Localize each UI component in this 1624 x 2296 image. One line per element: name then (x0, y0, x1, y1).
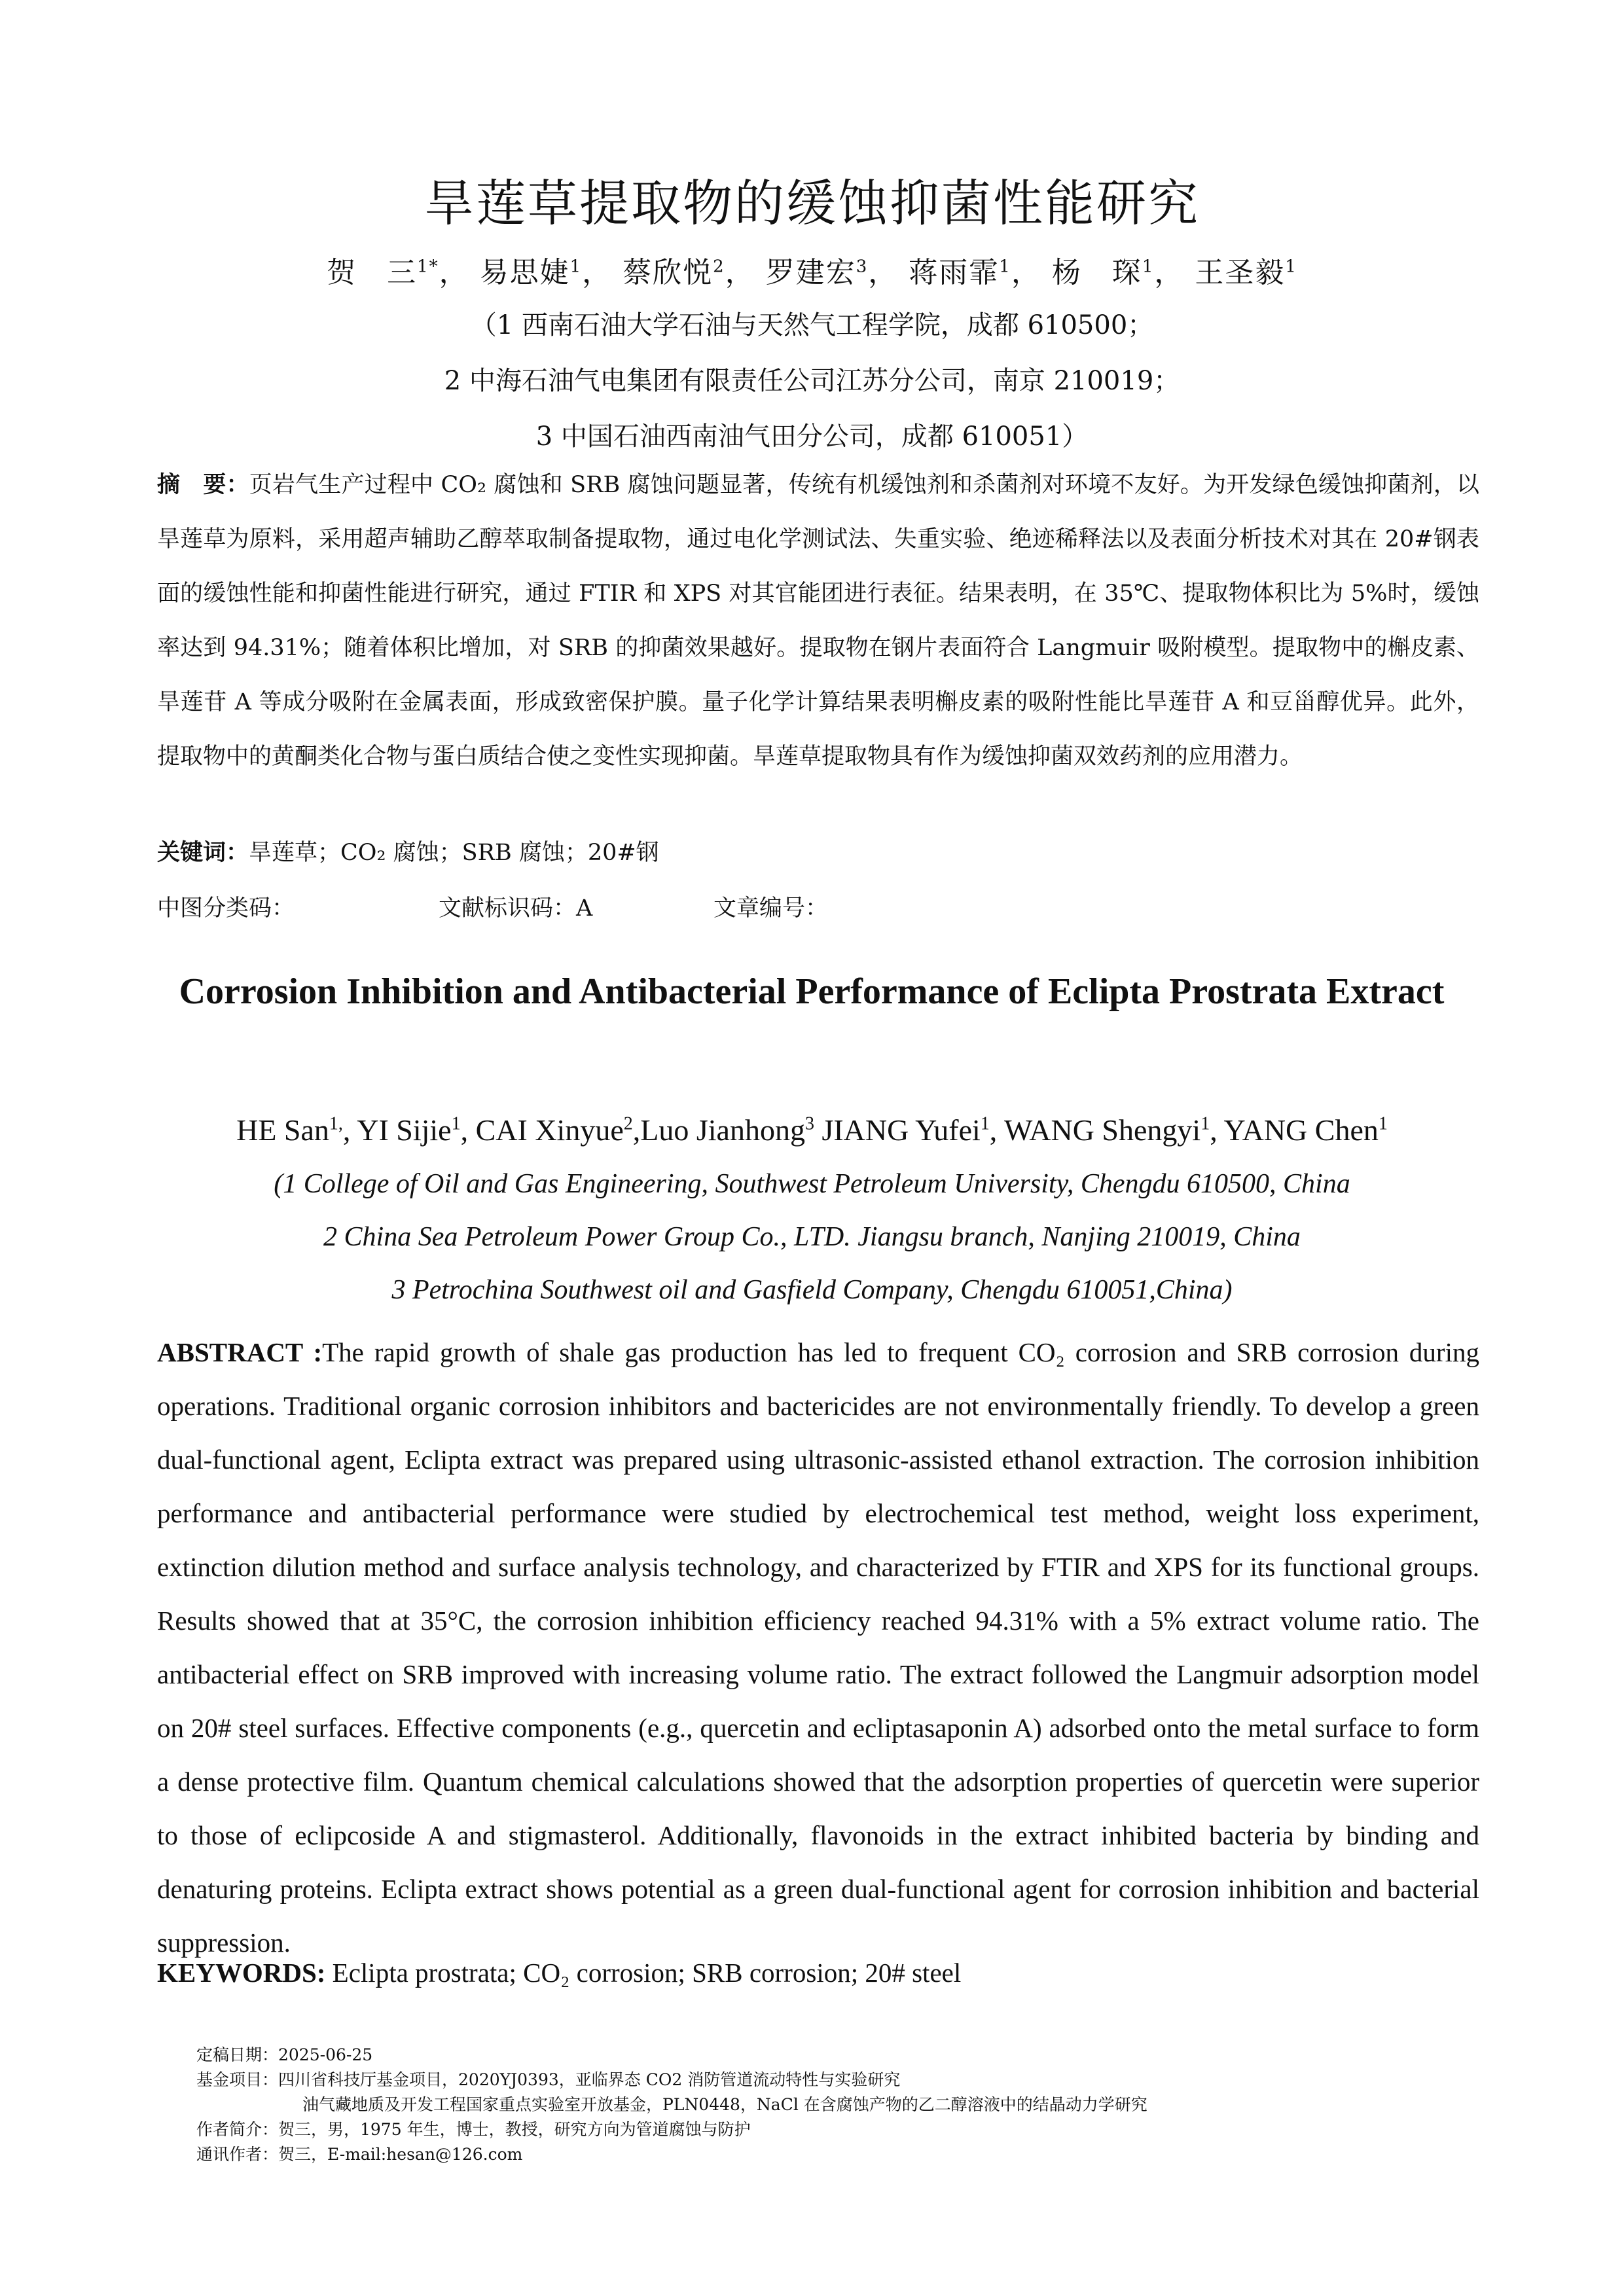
affiliation-cn-1: （1 西南石油大学石油与天然气工程学院，成都 610500； (470, 310, 1154, 340)
author-en: CAI Xinyue$^2$, (475, 1113, 641, 1147)
affiliation-en-3: 3 Petrochina Southwest oil and Gasfield Company, Chengdu 610051,China) (391, 1275, 1233, 1305)
abstract-en-label: ABSTRACT : (157, 1337, 323, 1367)
footnote-corresponding: 通讯作者：贺三，E-mail:hesan@126.com (196, 2145, 523, 2164)
affiliation-cn-2: 2 中海石油气电集团有限责任公司江苏分公司，南京 210019； (444, 366, 1180, 396)
keywords-cn-text: 旱莲草；CO₂ 腐蚀；SRB 腐蚀；20#钢 (249, 840, 659, 866)
abstract-cn (157, 458, 1479, 784)
author-cn: 杨 琛$^1$ (1051, 256, 1155, 289)
authors-en (0, 1113, 1624, 1147)
document-code: 文献标识码：A (439, 895, 593, 922)
footnote-received-date: 定稿日期：2025-06-25 (196, 2045, 373, 2064)
abstract-cn-label: 摘 要： (157, 472, 249, 498)
keywords-cn (157, 834, 659, 867)
keywords-en-label: KEYWORDS: (157, 1958, 326, 1988)
author-cn: 蒋雨霏$^1$ (909, 256, 1011, 289)
abstract-en-text: The rapid growth of shale gas production has led to frequent CO₂ corrosion and SRB corrosion during operations. Traditional organic corrosion inhibitors and bactericides are not environmentally friendly. To develop a green dual-functional agent, Eclipta extract was prepared using ultrasonic-assisted ethanol extraction. The corrosion inhibition performance and antibacterial performance were studied by electrochemical test method, weight loss experiment, extinction dilution method and surface analysis technology, and characterized by FTIR and XPS for its functional groups. Results showed that at 35°C, the corrosion inhibition efficiency reached 94.31% with a 5% extract volume ratio. The antibacterial effect on SRB improved with increasing volume ratio. The extract followed the Langmuir adsorption model on 20# steel surfaces. Effective components (e.g., quercetin and ecliptasaponin A) adsorbed onto the metal surface to form a dense protective film. Quantum chemical calculations showed that the adsorption properties of quercetin were superior to those of eclipcoside A and stigmasterol. Additionally, flavonoids in the extract inhibited bacteria by binding and denaturing proteins. Eclipta extract shows potential as a green dual-functional agent for corrosion inhibition and bacterial suppression. (157, 1337, 1479, 1958)
author-en: WANG Shengyi$^1$, (1003, 1113, 1224, 1147)
author-cn: 蔡欣悦$^2$ (623, 256, 725, 289)
keywords-en (157, 1957, 961, 1988)
footnote-funding: 基金项目：四川省科技厅基金项目，2020YJ0393，亚临界态 CO2 消防管道流动特性与实验研究 (196, 2070, 901, 2089)
affiliation-en-1: (1 College of Oil and Gas Engineering, Southwest Petroleum University, Chengdu 610500, China (274, 1169, 1350, 1199)
footnote-author-bio: 作者简介：贺三，男，1975 年生，博士，教授，研究方向为管道腐蚀与防护 (196, 2120, 751, 2139)
footnote-funding-2: 油气藏地质及开发工程国家重点实验室开放基金，PLN0448，NaCl 在含腐蚀产物的乙二醇溶液中的结晶动力学研究 (302, 2095, 1147, 2114)
author-cn: 王圣毅$^1$ (1195, 256, 1297, 289)
author-cn: 易思婕$^1$ (479, 256, 583, 289)
author-en: YI Sijie$^1$, (357, 1113, 476, 1147)
keywords-cn-label: 关键词： (157, 840, 249, 866)
author-en: YANG Chen$^1$ (1223, 1113, 1388, 1147)
author-en: HE San$^{1,}$, (236, 1113, 357, 1147)
title-en: Corrosion Inhibition and Antibacterial Performance of Eclipta Prostrata Extract (179, 971, 1445, 1012)
abstract-cn-text: 页岩气生产过程中 CO₂ 腐蚀和 SRB 腐蚀问题显著，传统有机缓蚀剂和杀菌剂对环境不友好。为开发绿色缓蚀抑菌剂，以旱莲草为原料，采用超声辅助乙醇萃取制备提取物，通过电化学测试法、失重实验、绝迹稀释法以及表面分析技术对其在 20#钢表面的缓蚀性能和抑菌性能进行研究，通过 FTIR 和 XPS 对其官能团进行表征。结果表明，在 35℃、提取物体积比为 5%时，缓蚀率达到 94.31%；随着体积比增加，对 SRB 的抑菌效果越好。提取物在钢片表面符合 Langmuir 吸附模型。提取物中的槲皮素、旱莲苷 A 等成分吸附在金属表面，形成致密保护膜。量子化学计算结果表明槲皮素的吸附性能比旱莲苷 A 和豆甾醇优异。此外，提取物中的黄酮类化合物与蛋白质结合使之变性实现抑菌。旱莲草提取物具有作为缓蚀抑菌双效药剂的应用潜力。 (157, 472, 1479, 770)
clc-code: 中图分类码： (157, 895, 295, 922)
author-cn: 罗建宏$^3$ (765, 256, 869, 289)
title-cn: 旱莲草提取物的缓蚀抑菌性能研究 (424, 174, 1200, 232)
keywords-en-text: Eclipta prostrata; CO₂ corrosion; SRB corrosion; 20# steel (332, 1958, 962, 1988)
author-en: JIANG Yufei$^1$, (821, 1113, 1004, 1147)
affiliation-en-2: 2 China Sea Petroleum Power Group Co., LTD. Jiangsu branch, Nanjing 210019, China (323, 1222, 1301, 1252)
affiliation-cn-3: 3 中国石油西南油气田分公司，成都 610051） (535, 422, 1089, 452)
author-en: Luo Jianhong$^3$ (640, 1113, 814, 1147)
author-cn: 贺 三$^{1*}$ (327, 256, 439, 289)
authors-cn: 贺 三$^{1*}$， 易思婕$^1$， 蔡欣悦$^2$， 罗建宏$^3$， 蒋雨霏$^1$， 杨 琛$^1$， 王圣毅$^1$ (327, 256, 1297, 289)
abstract-en (157, 1325, 1479, 1969)
article-number: 文章编号： (713, 895, 829, 922)
